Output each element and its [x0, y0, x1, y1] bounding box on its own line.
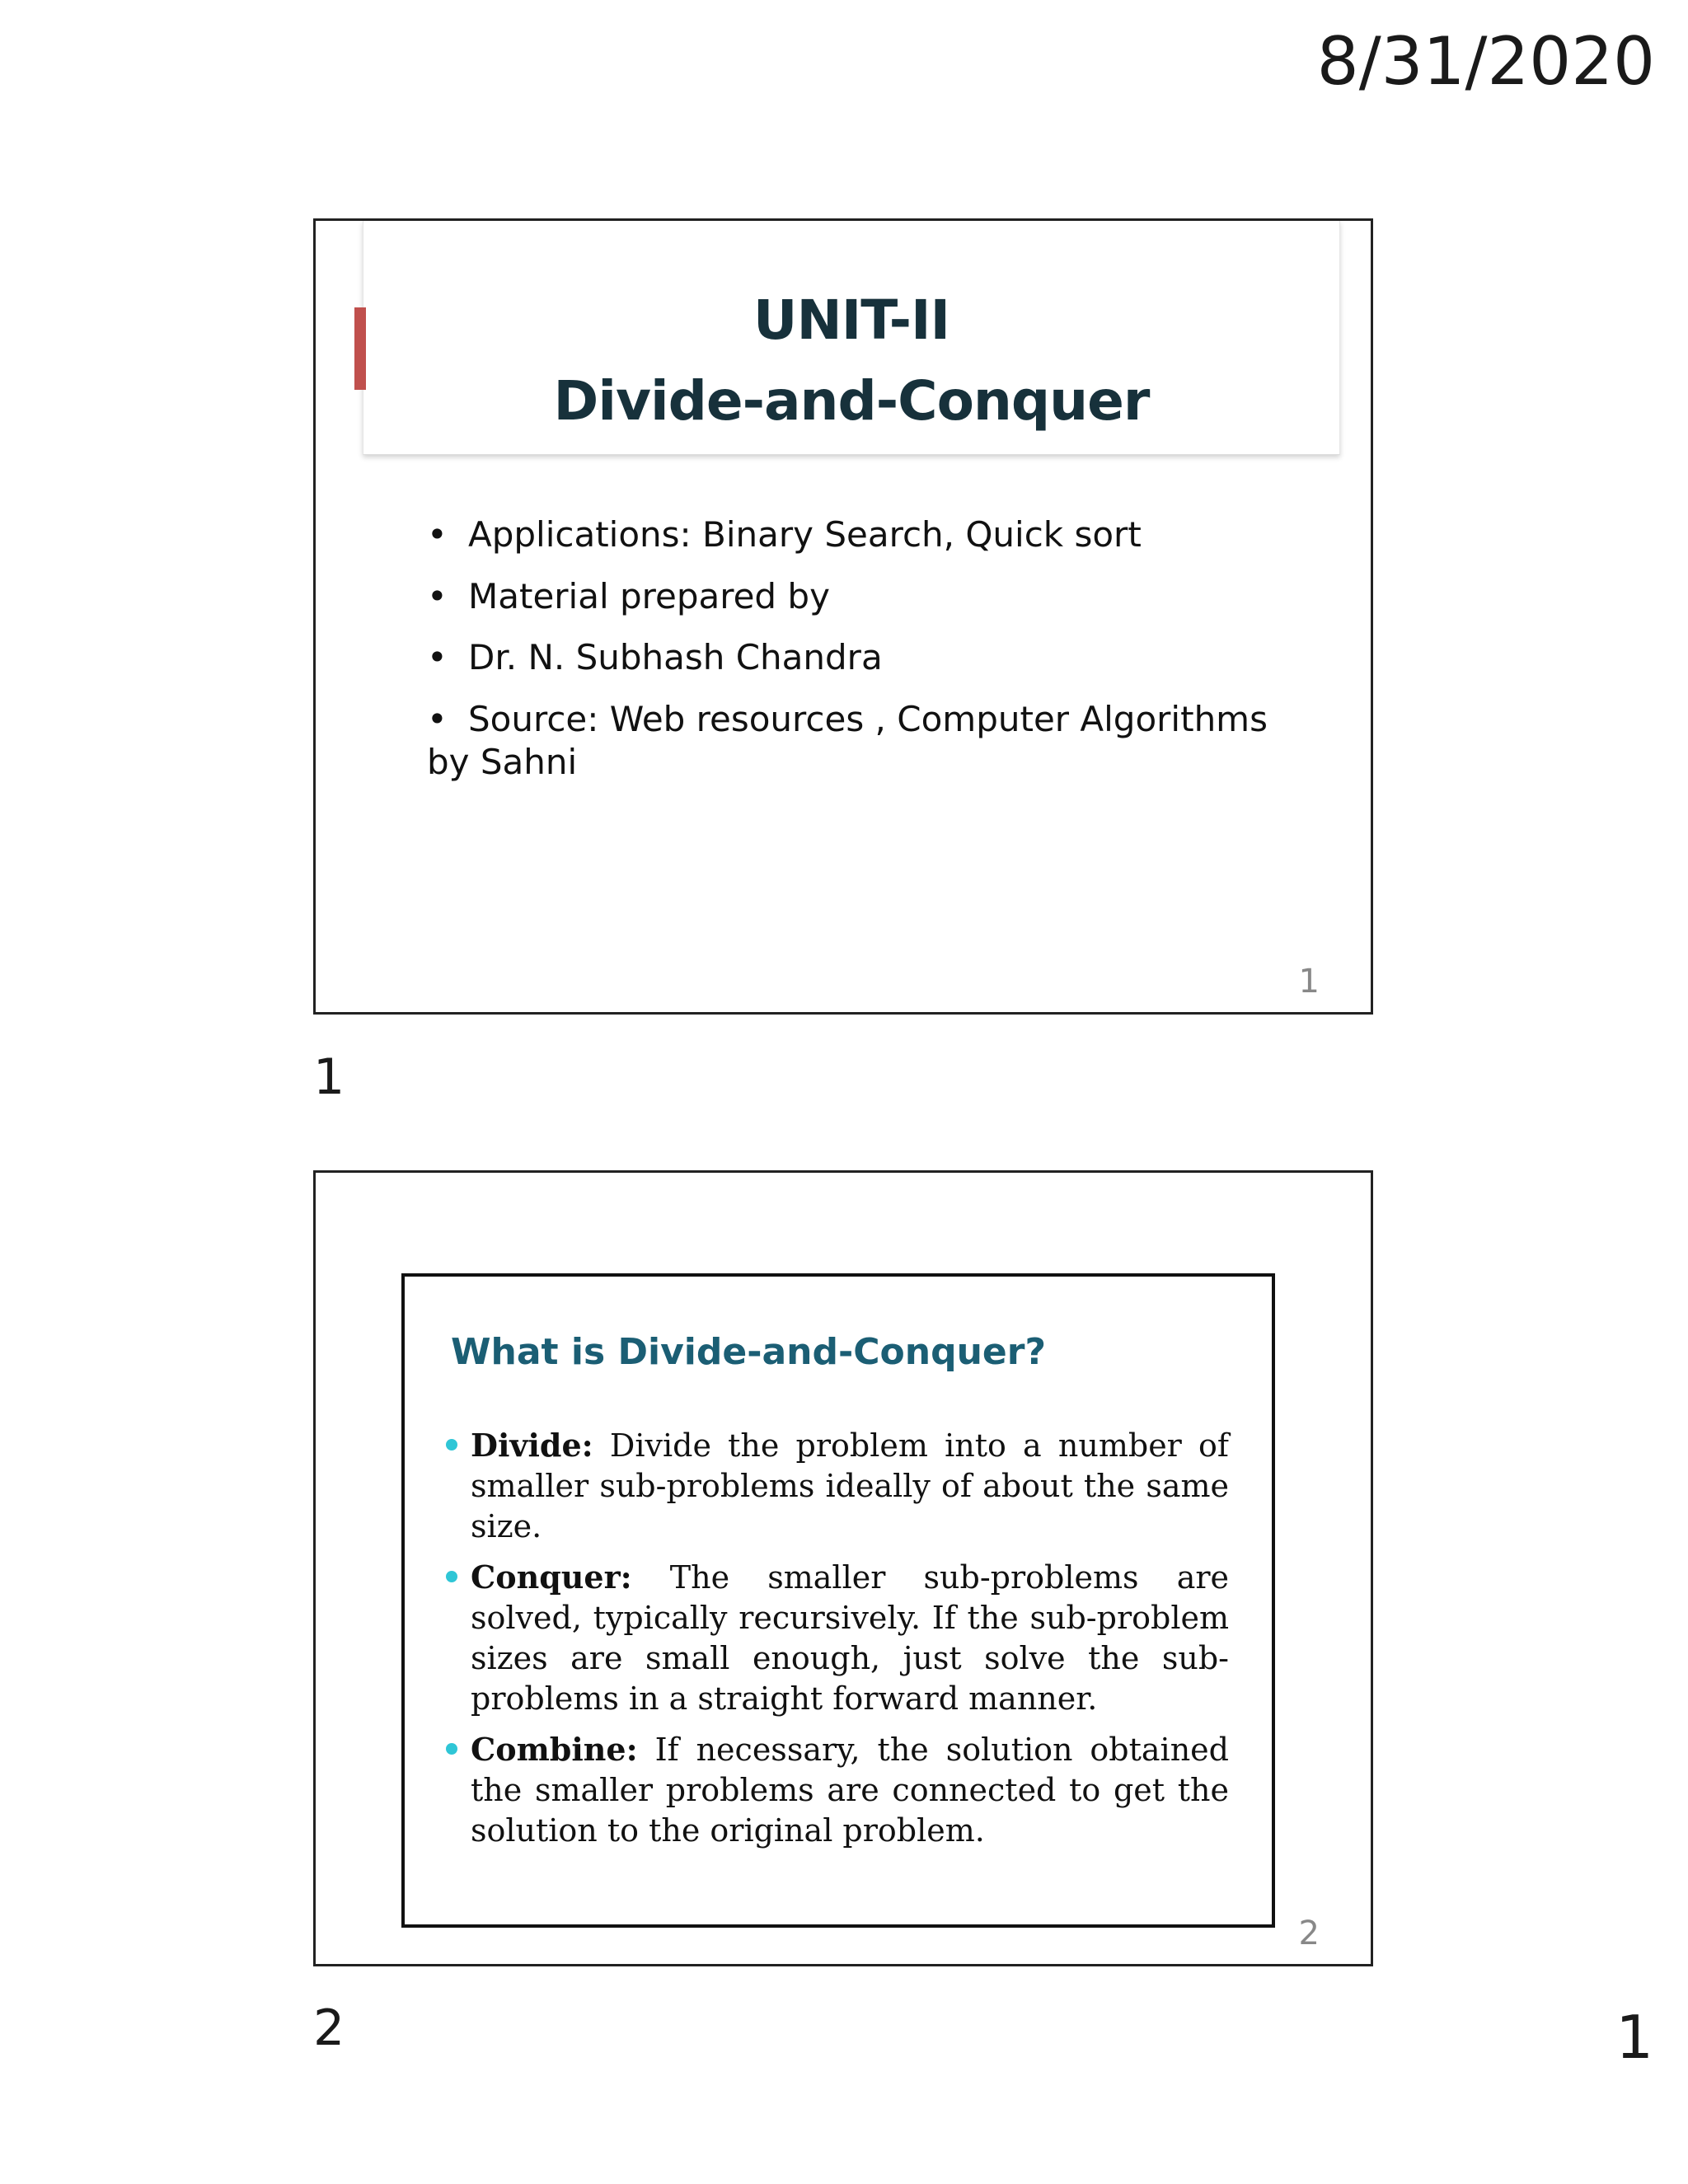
page-number: 1 [1615, 2003, 1653, 2072]
definition-text: Divide the problem into a number of smaller sub-problems ideally of about the same size. [471, 1427, 1229, 1544]
slide-number: 2 [1298, 1915, 1320, 1952]
list-item [427, 636, 1317, 680]
term: Divide: [471, 1427, 593, 1464]
term: Combine: [471, 1731, 638, 1768]
term: Conquer: [471, 1558, 632, 1596]
slide-title: What is Divide-and-Conquer? [451, 1331, 1046, 1373]
definition-text: The smaller sub-problems are solved, typically recursively. If the sub-problem sizes are small enough, just solve the sub-problems in a straight forward manner. [471, 1559, 1229, 1717]
slide-caption: 2 [313, 1999, 345, 2057]
bullet-dot-icon: • [427, 637, 448, 677]
bullet-dot-icon: • [427, 698, 448, 739]
slide-1-bullet-list [427, 513, 1317, 803]
slide-number: 1 [1298, 963, 1320, 1001]
slide-caption: 1 [313, 1048, 345, 1106]
bullet-dot-icon [446, 1571, 457, 1582]
bullet-dot-icon [446, 1439, 457, 1451]
list-item [427, 575, 1317, 619]
bullet-dot-icon [446, 1743, 457, 1755]
bullet-dot-icon: • [427, 575, 448, 616]
page-date: 8/31/2020 [1316, 23, 1655, 100]
bullet-text: Applications: Binary Search, Quick sort [468, 514, 1142, 555]
bullet-text: Dr. N. Subhash Chandra [468, 637, 883, 677]
slide-title-line-2: Divide-and-Conquer [553, 369, 1150, 433]
slide-title-line-1: UNIT-II [753, 288, 950, 352]
bullet-text: Material prepared by [468, 575, 830, 616]
list-item [446, 1425, 1229, 1547]
bullet-dot-icon: • [427, 514, 448, 555]
list-item [446, 1729, 1229, 1851]
title-card [363, 221, 1340, 455]
inner-frame [401, 1273, 1275, 1928]
accent-bar [354, 307, 366, 390]
list-item [427, 698, 1317, 785]
slide-1 [313, 218, 1373, 1015]
list-item [427, 513, 1317, 557]
slide-2 [313, 1170, 1373, 1966]
list-item [446, 1557, 1229, 1719]
definition-list [446, 1425, 1229, 1861]
bullet-text: Source: Web resources , Computer Algorithms by Sahni [427, 698, 1268, 782]
definition-text: If necessary, the solution obtained the smaller problems are connected to get the solution to the original problem. [471, 1732, 1229, 1849]
